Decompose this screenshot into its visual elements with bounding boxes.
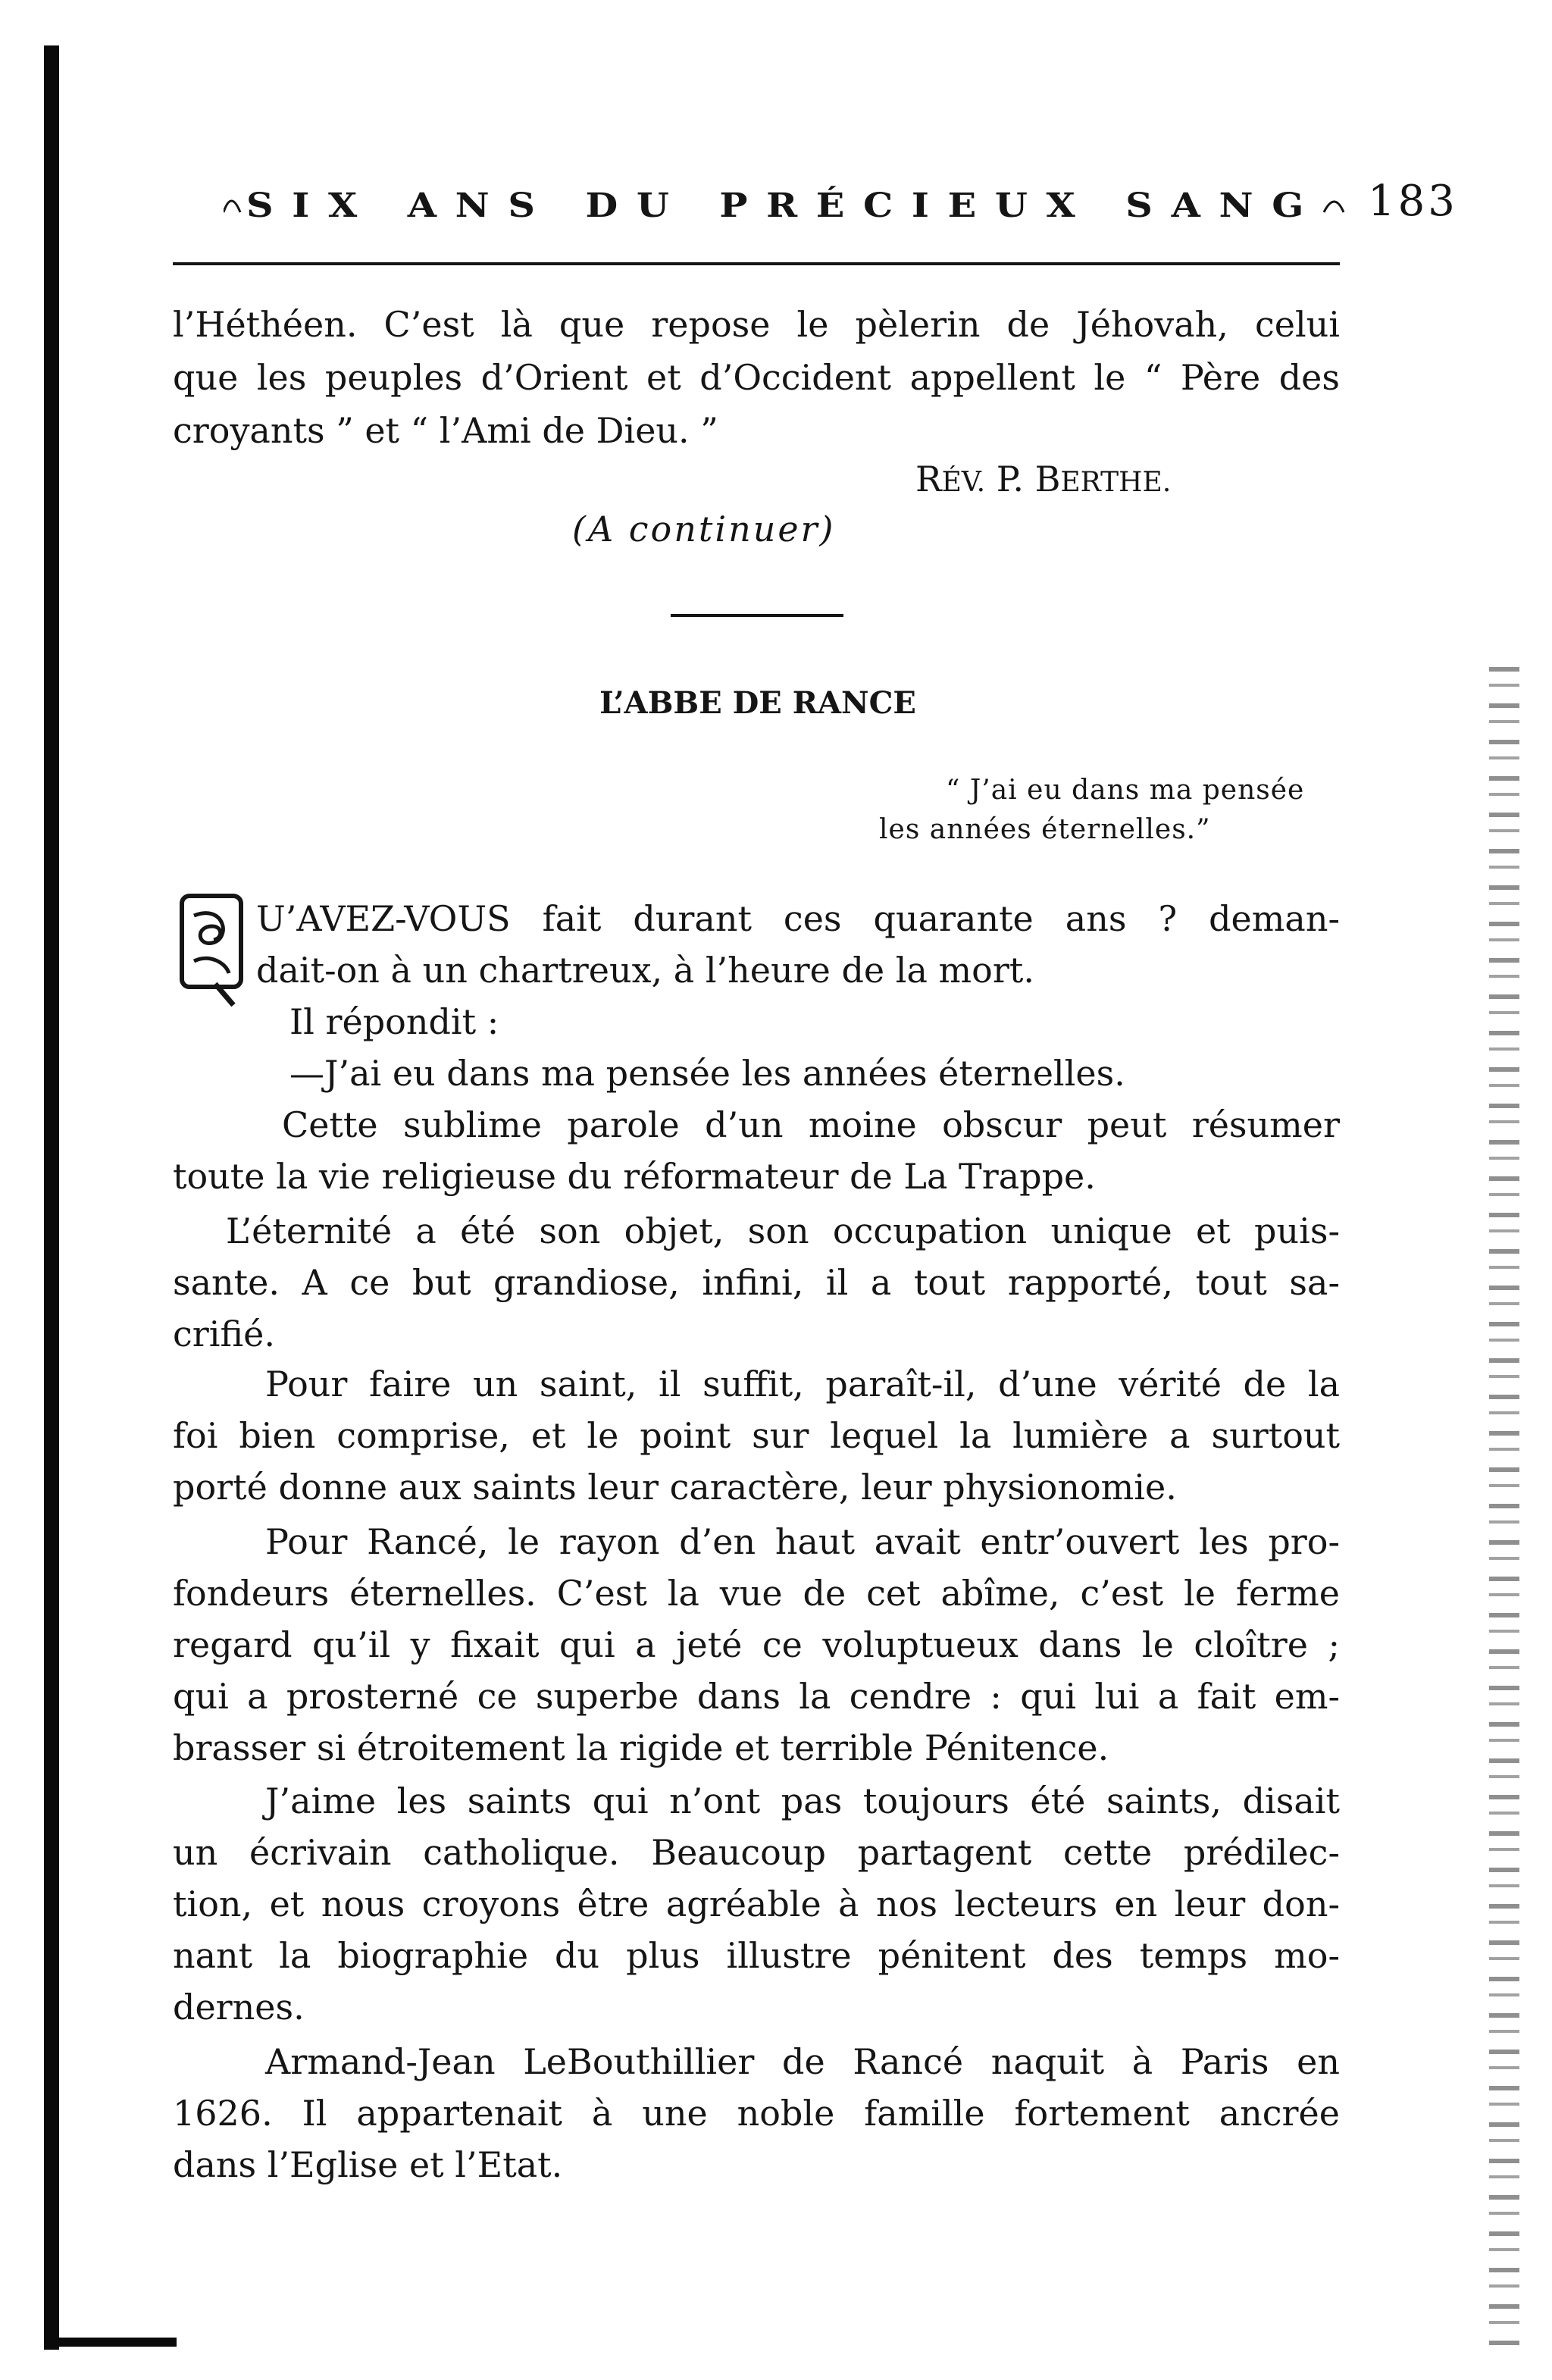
page-edge-noise [1489,667,1519,2357]
epigraph-line: les années éternelles.” [879,814,1211,845]
body-line: tion, et nous croyons être agréable à nos lecteurs en leur don- [173,1884,1340,1924]
body-line: porté donne aux saints leur caractère, leur physionomie. [173,1467,1177,1508]
body-line: dernes. [173,1987,305,2028]
body-line: U’AVEZ-VOUS fait durant ces quarante ans ? deman- [256,898,1340,939]
body-line: J’aime les saints qui n’ont pas toujours été saints, disait [265,1780,1340,1821]
body-line: regard qu’il y fixait qui a jeté ce voluptueux dans le cloître ; [173,1624,1340,1665]
author-signature [915,456,1171,506]
body-line: —J’ai eu dans ma pensée les années éternelles. [289,1053,1125,1094]
epigraph-line: “ J’ai eu dans ma pensée [946,775,1305,806]
body-line: dans l’Eglise et l’Etat. [173,2144,563,2185]
body-line: Pour faire un saint, il suffit, paraît-il, d’une vérité de la [265,1364,1340,1405]
body-line: 1626. Il appartenait à une noble famille fortement ancrée [173,2093,1340,2134]
binding-shadow [44,45,59,2350]
text-line: que les peuples d’Orient et d’Occident appellent le “ Père des [173,357,1340,398]
body-line: sante. A ce but grandiose, infini, il a tout rapporté, tout sa- [173,1262,1340,1303]
running-header-ornament [224,182,1345,226]
body-line: crifié. [173,1314,275,1354]
binding-shadow-foot [44,2338,177,2347]
body-line: Armand-Jean LeBouthillier de Rancé naquit à Paris en [265,2041,1340,2082]
body-line: Pour Rancé, le rayon d’en haut avait entr’ouvert les pro- [265,1521,1340,1562]
text-line: l’Héthéen. C’est là que repose le pèlerin de Jéhovah, celui [173,304,1340,345]
continuation-note: (A continuer) [572,509,836,550]
signature-part: ERTHE. [1060,467,1172,498]
svg-text:SIX ANS DU PRÉCIEUX SANG: SIX ANS DU PRÉCIEUX SANG [246,186,1206,225]
signature-part: P. B [985,459,1061,499]
body-line: Cette sublime parole d’un moine obscur peut résumer [282,1104,1340,1145]
section-separator [671,614,843,617]
section-title: L’ABBE DE RANCE [599,685,916,721]
dropcap-ornament [179,893,244,1007]
body-line: Il répondit : [289,1001,499,1042]
body-line: toute la vie religieuse du réformateur de La Trappe. [173,1156,1096,1197]
body-line: dait-on à un chartreux, à l’heure de la mort. [256,950,1034,991]
body-line: qui a prosterné ce superbe dans la cendre : qui lui a fait em- [173,1676,1340,1717]
signature-part: ÉV. [941,467,986,498]
dropcap-letter: Q [179,893,180,894]
body-line: fondeurs éternelles. C’est la vue de cet abîme, c’est le ferme [173,1573,1340,1614]
body-line: un écrivain catholique. Beaucoup partagent cette prédilec- [173,1832,1340,1873]
body-line: nant la biographie du plus illustre pénitent des temps mo- [173,1935,1340,1976]
body-line: foi bien comprise, et le point sur lequel la lumière a surtout [173,1415,1340,1456]
body-line: brasser si étroitement la rigide et terrible Pénitence. [173,1727,1109,1768]
body-line: L’éternité a été son objet, son occupation unique et puis- [226,1210,1340,1251]
page-number: 183 [1368,177,1458,226]
header-rule [173,262,1340,265]
text-line: croyants ” et “ l’Ami de Dieu. ” [173,410,718,451]
signature-part: R [915,459,942,499]
